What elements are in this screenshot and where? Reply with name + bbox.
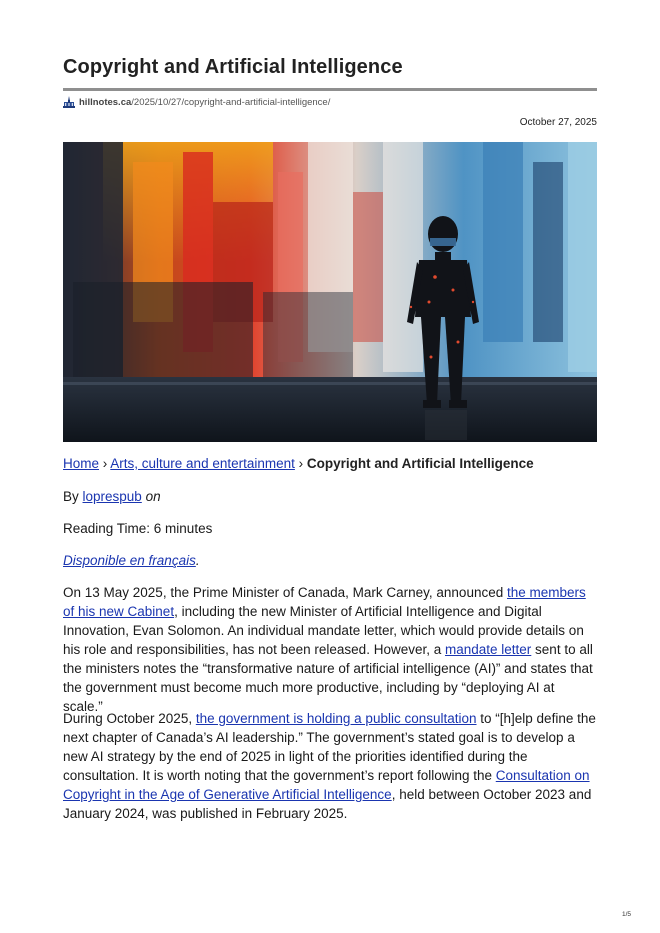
hero-image [63,142,597,442]
breadcrumb-current: Copyright and Artificial Intelligence [306,456,534,471]
mandate-letter-link[interactable]: mandate letter [444,642,532,657]
paragraph-1 [63,583,597,716]
title-divider [63,88,597,91]
paragraph-text: On 13 May 2025, the Prime Minister of Canada, Mark Carney, announced [63,585,507,600]
paragraph-text: During October 2025, [63,711,196,726]
breadcrumb-category-link[interactable]: Arts, culture and entertainment [110,456,295,471]
reading-time: Reading Time: 6 minutes [63,521,213,536]
cabinet-members-link[interactable]: the members of his new Cabinet [63,585,586,619]
french-period: . [195,553,200,568]
paragraph-text: , held between October 2023 and January 2024, was published in February 2025. [63,787,592,821]
source-domain: hillnotes.ca [79,96,132,108]
publish-date: October 27, 2025 [519,117,597,128]
source-path: /2025/10/27/copyright-and-artificial-intelligence/ [131,96,331,108]
breadcrumb-separator: › [99,456,111,471]
page-number: 1/5 [621,911,631,918]
paragraph-text: to “[h]elp define the next chapter of Canada’s AI leadership.” The government’s stated goal is to develop a new AI strategy by the end of 2025 in light of the priorities identified during the consultation. It is worth noting that the government’s report following the [63,711,596,783]
byline-prefix: By [63,489,83,504]
source-url[interactable] [63,95,330,109]
breadcrumb [63,454,597,473]
breadcrumb-separator: › [294,456,307,471]
paragraph-text: sent to all the ministers notes the “transformative nature of artificial intelligence (AI)” and states that the government must become much more productive, including by “deploying AI at scale.” [63,642,593,714]
page-title: Copyright and Artificial Intelligence [63,56,403,78]
parliament-building-icon [63,96,75,108]
byline-suffix: on [141,489,161,504]
byline [63,487,597,506]
paragraph-text: , including the new Minister of Artificial Intelligence and Digital Innovation, Evan Solomon. An individual mandate letter, which would provide details on his role and responsibilities, has not been released. However, a [63,604,584,657]
copyright-consultation-link[interactable]: Consultation on Copyright in the Age of Generative Artificial Intelligence [63,768,590,802]
author-link[interactable]: loprespub [82,489,142,504]
french-version [63,551,597,570]
breadcrumb-home-link[interactable]: Home [63,456,100,471]
paragraph-2 [63,709,597,823]
french-version-link[interactable]: Disponible en français [63,553,196,568]
public-consultation-link[interactable]: the government is holding a public consultation [195,711,477,726]
